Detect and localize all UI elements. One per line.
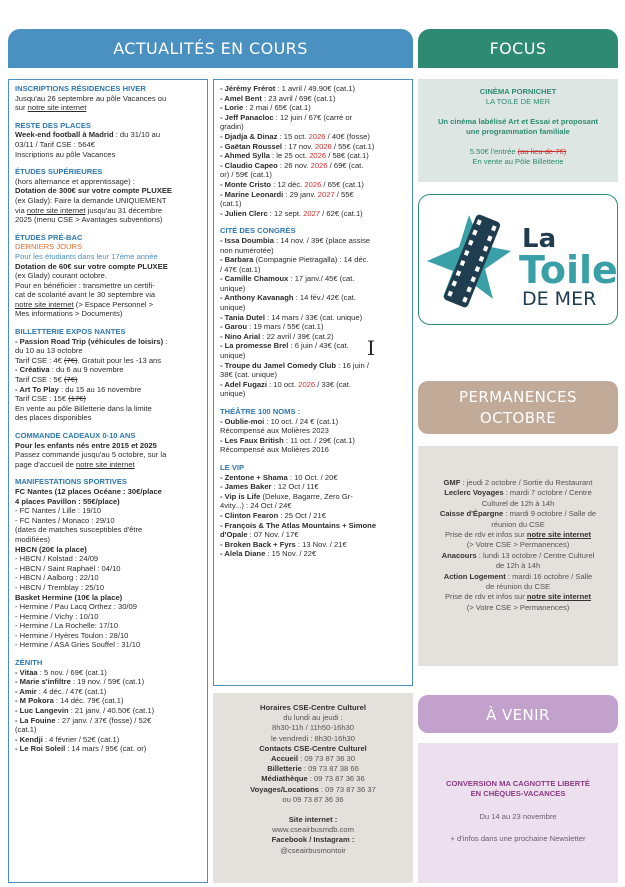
list-item: - Issa Doumbia : 14 nov. / 39€ (place assise <box>220 235 371 245</box>
residences-title: INSCRIPTIONS RÉSIDENCES HIVER <box>15 84 146 93</box>
etudes-prebac-sub: DERNIERS JOURS <box>15 242 83 252</box>
site-link[interactable]: notre site internet <box>27 103 87 113</box>
list-item: or) / 59€ (cat.1) <box>220 170 272 180</box>
etudes-sup-line: via notre site internet jusqu'au 31 décembre <box>15 205 163 215</box>
places-title: RESTE DES PLACES <box>15 120 91 130</box>
etudes-sup-line: 2025 (menu CSE > Avantages subventions) <box>15 215 163 225</box>
list-item: - FC Nantes / Lille : 19/10 <box>15 506 102 516</box>
congres-list <box>220 236 406 399</box>
cadeaux-line: page d'accueil de notre site internet <box>15 459 135 469</box>
list-item: - La promesse Brel : 6 juin / 43€ (cat. <box>220 341 349 351</box>
list-item: - Kendji : 4 février / 52€ (cat.1) <box>15 734 120 744</box>
list-item: - HBCN / Tremblay : 25/10 <box>15 582 105 592</box>
zenith-title: ZÉNITH <box>15 658 43 668</box>
logo-la: La <box>522 224 557 254</box>
list-item: - Camille Chamoux : 17 janv./ 45€ (cat. <box>220 274 355 284</box>
billetterie-line: des places disponibles <box>15 413 92 423</box>
permanence-line: GMF : jeudi 2 octobre / Sortie du Restaurant <box>443 478 593 487</box>
sport-line: 4 places Pavillon : 55€/place) <box>15 496 120 506</box>
list-item: - Amir : 4 déc. / 47€ (cat.1) <box>15 686 107 696</box>
sport-line: FC Nantes (12 places Océane : 30€/place <box>15 486 162 496</box>
billetterie-line: - Créativa : du 6 au 9 novembre <box>15 365 124 375</box>
contact-line: Billetterie : 09 73 87 38 66 <box>267 764 359 774</box>
permanences-header-line2: OCTOBRE <box>479 409 557 427</box>
list-item: - Ahmed Sylla : le 25 oct. 2026 / 58€ (cat.1) <box>220 151 369 161</box>
etudes-prebac-line: notre site internet (> Espace Personnel > <box>15 299 154 309</box>
hbcn-title: HBCN (20€ la place) <box>15 544 87 554</box>
list-item: - Clinton Fearon : 25 Oct / 21€ <box>220 510 326 520</box>
etudes-prebac-line: Mes informations > Documents) <box>15 309 123 319</box>
logo-demer: DE MER <box>522 288 597 310</box>
permanence-line: Leclerc Voyages : mardi 7 octobre / Centre <box>444 488 592 498</box>
logo-toile: Toile <box>519 248 616 292</box>
site-link[interactable]: notre site internet <box>526 592 592 602</box>
permanence-line: Culturel de 12h à 14h <box>481 498 555 508</box>
horaires-contacts-box <box>213 693 413 883</box>
venir-header: À VENIR <box>418 695 618 733</box>
permanence-line: Caisse d'Épargne : mardi 9 octobre / Salle de <box>439 509 597 519</box>
logo-graphic <box>419 195 616 323</box>
focus-box <box>418 79 618 182</box>
list-item: - Jeff Panacloc : 12 juin / 67€ (carré or <box>220 112 353 122</box>
zenith-list <box>15 668 201 754</box>
places-line: Inscriptions au pôle Vacances <box>15 149 116 159</box>
zenith-list-continued <box>220 84 406 218</box>
billetterie-line: - Passion Road Trip (véhicules de loisirs) : <box>15 336 168 346</box>
permanence-line: de 12h à 14h <box>495 561 541 571</box>
contact-line: Voyages/Locations : 09 73 87 36 37 <box>250 784 376 794</box>
list-item: 38€ (cat. unique) <box>220 370 277 380</box>
list-item: (cat.1) <box>220 199 242 209</box>
etudes-prebac-sub: Pour les étudiants dans leur 17ème année <box>15 251 158 261</box>
places-line: Week-end football à Madrid : du 31/10 au <box>15 130 161 140</box>
venir-more: + d'infos dans une prochaine Newsletter <box>450 834 586 844</box>
contact-line: Médiathèque : 09 73 87 36 36 <box>261 774 365 784</box>
list-item: 4vity...) : 24 Oct / 24€ <box>220 501 292 511</box>
focus-sale: En vente au Pôle Billetterie <box>472 157 564 166</box>
theatre-title: THÉÂTRE 100 NOMS : <box>220 407 301 416</box>
etudes-sup-line: (hors alternance et apprentissage) : <box>15 176 135 186</box>
cadeaux-line: Pour les enfants nés entre 2015 et 2025 <box>15 440 157 450</box>
list-item: - Les Faux British : 11 oct. / 29€ (cat.1) <box>220 435 355 445</box>
list-item: - Nino Arial : 22 avril / 39€ (cat.2) <box>220 331 334 341</box>
horaires-line: le vendredi : 8h30-16h30 <box>270 733 356 743</box>
contact-line: ou 09 73 87 36 36 <box>282 794 344 804</box>
billetterie-title: BILLETTERIE EXPOS NANTES <box>15 327 126 337</box>
venir-title: CONVERSION MA CAGNOTTE LIBERTÉ <box>445 779 590 788</box>
permanences-box <box>418 446 618 666</box>
permanences-list <box>424 478 612 613</box>
permanences-header <box>418 381 618 434</box>
list-item: - Tania Dutel : 14 mars / 33€ (cat. unique) <box>220 312 363 322</box>
list-item: - Hermine / La Rochelle: 17/10 <box>15 621 118 631</box>
focus-header: FOCUS <box>418 29 618 68</box>
list-item: - Adel Fugazi : 10 oct. 2026 / 33€ (cat. <box>220 379 352 389</box>
list-item: - M Pokora : 14 déc. 79€ (cat.1) <box>15 696 124 706</box>
social-handle[interactable]: @cseairbusmontoir <box>280 845 346 855</box>
list-item: - Hermine / Vichy : 10/10 <box>15 611 99 621</box>
list-item: - Jérémy Frérot : 1 avril / 49.90€ (cat.1) <box>220 84 356 93</box>
list-item: - HBCN / Saint Raphaël : 04/10 <box>15 563 121 573</box>
list-item: - Broken Back + Fyrs : 13 Nov. / 21€ <box>220 539 347 549</box>
etudes-sup-line: Dotation de 300€ sur votre compte PLUXEE <box>15 186 172 196</box>
sport-line: modifiées) <box>15 534 51 544</box>
places-line: 03/11 / Tarif CSE : 564€ <box>15 139 95 149</box>
venir-title: EN CHÈQUES-VACANCES <box>470 789 566 799</box>
list-item: unique) <box>220 389 246 399</box>
site-link[interactable]: notre site internet <box>75 459 135 469</box>
contact-line: Accueil : 09 73 87 36 30 <box>270 754 356 764</box>
etudes-prebac-title: ÉTUDES PRÉ-BAC <box>15 232 83 242</box>
permanence-line: réunion du CSE <box>491 519 545 529</box>
billetterie-line: - Art To Play : du 15 au 16 novembre <box>15 384 142 394</box>
list-item: - Zentone + Shama : 10 Oct. / 20€ <box>220 472 338 482</box>
list-item: - Hermine / ASA Gries Souffel : 31/10 <box>15 640 141 650</box>
list-item: Récompensé aux Molières 2016 <box>220 445 329 455</box>
billetterie-line: du 10 au 13 octobre <box>15 346 83 356</box>
list-item: - Julien Clerc : 12 sept. 2027 / 62€ (cat.1) <box>220 208 363 218</box>
sport-title: MANIFESTATIONS SPORTIVES <box>15 477 127 487</box>
permanence-line: de réunion du CSE <box>485 582 551 592</box>
list-item: / 47€ (cat.1) <box>220 264 261 274</box>
focus-desc: une programmation familiale <box>466 127 570 136</box>
permanence-line: Prise de rdv et infos sur notre site internet <box>444 592 592 602</box>
list-item: - FC Nantes / Monaco : 29/10 <box>15 515 115 525</box>
la-toile-de-mer-logo <box>418 194 618 325</box>
list-item: - François & The Atlas Mountains + Simone <box>220 520 377 530</box>
list-item: unique) <box>220 351 246 361</box>
vip-title: LE VIP <box>220 462 245 472</box>
list-item: - James Baker : 12 Oct / 11€ <box>220 482 319 492</box>
list-item: - Alela Diane : 15 Nov. / 22€ <box>220 549 317 559</box>
focus-price: 5.50€ l'entrée (au lieu de 7€) <box>469 147 567 156</box>
actualites-column-1 <box>8 79 208 883</box>
permanence-line: (> Votre CSE > Permanences) <box>466 540 570 550</box>
list-item: - Marine Leonardi : 29 janv. 2027 / 55€ <box>220 189 354 199</box>
etudes-sup-line: (ex Glady): Faire la demande UNIQUEMENT <box>15 195 167 205</box>
billetterie-line: Tarif CSE : 4€ (7€). Gratuit pour les -13 ans <box>15 355 162 365</box>
residences-line: Jusqu'au 26 septembre au pôle Vacances ou <box>15 93 167 103</box>
list-item: - Lorie : 2 mai / 65€ (cat.1) <box>220 103 311 113</box>
congres-title: CITÉ DES CONGRÈS <box>220 226 296 236</box>
list-item: - Monte Cristo : 12 déc. 2026 / 65€ (cat.1) <box>220 179 364 189</box>
horaires-line: 8h30-11h / 11h50-16h30 <box>271 723 355 733</box>
list-item: - HBCN / Kolstad : 24/09 <box>15 554 99 564</box>
contacts-title: Contacts CSE-Centre Culturel <box>259 743 367 753</box>
billetterie-line: En vente au pôle Billetterie dans la limite <box>15 403 152 413</box>
list-item: - Hermine / Hyères Toulon : 28/10 <box>15 630 129 640</box>
theatre-list <box>220 417 406 455</box>
horaires-line: du lundi au jeudi : <box>283 713 343 723</box>
billetterie-line: Tarif CSE : 15€ (17€) <box>15 394 86 404</box>
permanence-line: Anacours : lundi 13 octobre / Centre Culturel <box>441 550 595 560</box>
venir-box <box>418 743 618 883</box>
list-item: - Garou : 19 mars / 55€ (cat.1) <box>220 322 324 332</box>
cadeaux-line: Passez commande jusqu'au 5 octobre, sur la <box>15 450 167 460</box>
list-item: - Oublie-moi : 10 oct. / 24 € (cat.1) <box>220 416 339 426</box>
cadeaux-title: COMMANDE CADEAUX 0-10 ANS <box>15 431 136 440</box>
etudes-prebac-line: cat de scolarité avant le 30 septembre via <box>15 290 156 300</box>
list-item: - Vip is Life (Deluxe, Bagarre, Zero Gr- <box>220 491 353 501</box>
list-item: - HBCN / Aalborg : 22/10 <box>15 573 99 583</box>
list-item: - Anthony Kavanagh : 14 fév./ 42€ (cat. <box>220 293 356 303</box>
site-link[interactable]: notre site internet <box>15 299 74 309</box>
focus-subtitle: LA TOILE DE MER <box>485 97 551 106</box>
list-item: - Claudio Capeo : 26 nov. 2026 / 69€ (cat. <box>220 160 364 170</box>
list-item: - Djadja & Dinaz : 15 oct. 2026 / 40€ (fosse) <box>220 131 370 141</box>
text-cursor-icon: I <box>367 336 375 360</box>
permanence-line: (> Votre CSE > Permanences) <box>466 602 570 612</box>
actualites-column-2 <box>213 79 413 686</box>
list-item: unique) <box>220 283 246 293</box>
list-item: - Hermine / Pau Lacq Orthez : 30/09 <box>15 602 137 612</box>
social-title: Facebook / Instagram : <box>271 835 355 845</box>
actualites-header: ACTUALITÉS EN COURS <box>8 29 413 68</box>
list-item: d'Opale : 07 Nov. / 17€ <box>220 530 299 540</box>
site-link[interactable]: notre site internet <box>26 205 86 215</box>
site-link[interactable]: notre site internet <box>526 530 592 540</box>
etudes-prebac-line: Pour en bénéficier : transmettre un certifi- <box>15 280 155 290</box>
list-item: (cat.1) <box>15 725 37 735</box>
list-item: gradin) <box>220 122 244 132</box>
venir-dates: Du 14 au 23 novembre <box>479 811 557 821</box>
list-item: - Le Roi Soleil : 14 mars / 95€ (cat. or) <box>15 744 147 754</box>
focus-title: CINÉMA PORNICHET <box>479 87 557 96</box>
site-url[interactable]: www.cseairbusmdb.com <box>272 825 354 835</box>
list-item: - Troupe du Jamel Comedy Club : 16 juin / <box>220 360 369 370</box>
list-item: - Barbara (Compagnie Pietragalla) : 14 déc. <box>220 255 369 265</box>
etudes-prebac-line: (ex Glady) courant octobre. <box>15 271 108 281</box>
permanence-line: Prise de rdv et infos sur notre site internet <box>444 530 592 540</box>
residences-line: sur notre site internet <box>15 103 87 113</box>
permanence-line: Action Logement : mardi 16 octobre / Salle <box>443 571 593 581</box>
permanences-header-line1: PERMANENCES <box>459 388 577 406</box>
basket-title: Basket Hermine (10€ la place) <box>15 592 123 602</box>
list-item: Récompensé aux Molières 2023 <box>220 426 329 436</box>
list-item: - La Fouine : 27 janv. / 37€ (fosse) / 52€ <box>15 715 152 725</box>
list-item: - Amel Bent : 23 avril / 69€ (cat.1) <box>220 93 336 103</box>
list-item: non numérotée) <box>220 245 274 255</box>
billetterie-line: Tarif CSE : 5€ (7€) <box>15 375 78 385</box>
etudes-prebac-line: Dotation de 60€ sur votre compte PLUXEE <box>15 261 168 271</box>
list-item: - Marie s'infiltre : 19 nov. / 59€ (cat.1) <box>15 677 145 687</box>
site-title: Site internet : <box>288 815 338 825</box>
focus-desc: Un cinéma labélisé Art et Essai et proposant <box>437 117 599 126</box>
list-item: - Vitaa : 5 nov. / 69€ (cat.1) <box>15 667 107 677</box>
vip-list <box>220 473 406 559</box>
etudes-sup-title: ÉTUDES SUPÉRIEURES <box>15 167 103 177</box>
horaires-title: Horaires CSE-Centre Culturel <box>260 703 366 712</box>
list-item: unique) <box>220 303 246 313</box>
list-item: - Gaëtan Roussel : 17 nov. 2026 / 55€ (cat.1) <box>220 141 375 151</box>
sport-line: (dates de matches susceptibles d'être <box>15 525 143 535</box>
list-item: - Luc Langevin : 21 janv. / 40.50€ (cat.1) <box>15 706 155 716</box>
